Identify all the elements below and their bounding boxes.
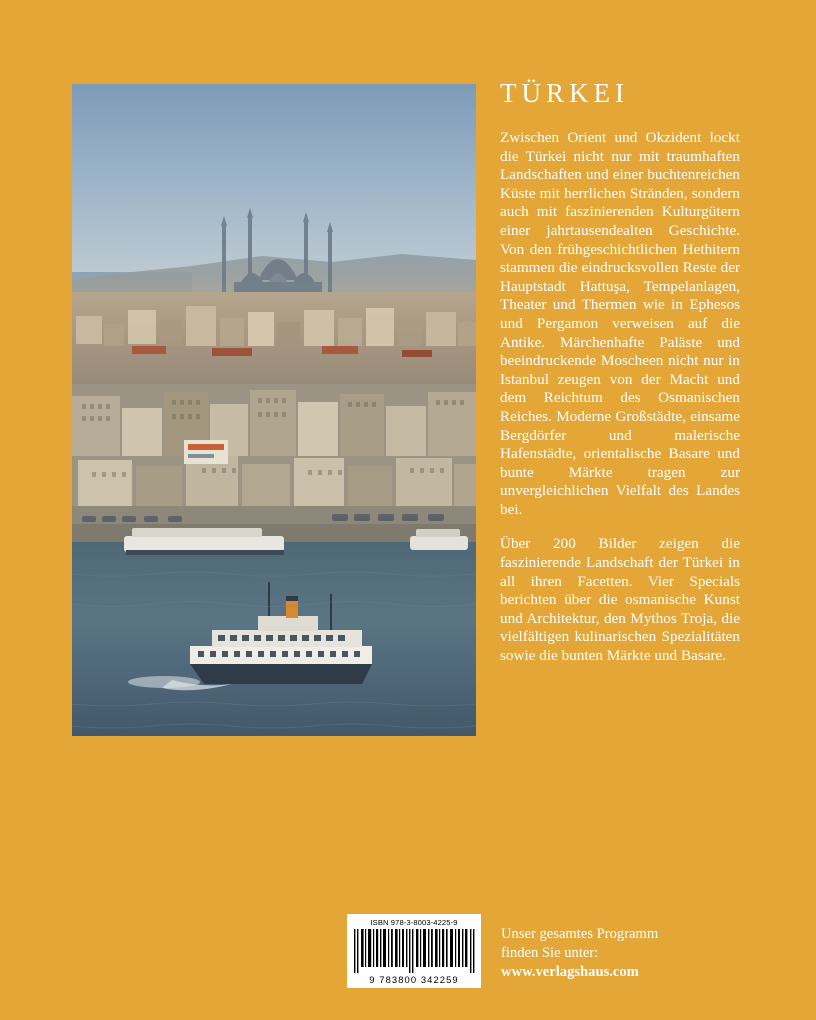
publisher-line-1: Unser gesamtes Programm — [501, 926, 659, 942]
blurb-paragraph-2: Über 200 Bilder zeigen die faszinierende Landschaft der Türkei in all ihren Facetten. Vier Specials berichten über die osmanische Kunst und Architektur, den Mythos Troja, die vielfältigen kulinarischen Spezialitäten sowie die bunten Märkte und Basare. — [500, 535, 740, 665]
blurb-column — [500, 80, 740, 666]
barcode-digits: 9 783800 342259 — [369, 974, 459, 985]
publisher-line-2: finden Sie unter: — [501, 944, 599, 961]
barcode-block — [347, 914, 481, 988]
barcode-icon — [352, 929, 476, 973]
isbn-label: ISBN 978-3-8003-4225-9 — [370, 918, 458, 927]
cover-photo — [72, 84, 476, 736]
blurb-paragraph-1: Zwischen Orient und Okzident lockt die Türkei nicht nur mit traumhaften Landschaften und einer buchtenreichen Küste mit herrlichen Stränden, sondern auch mit faszinierenden Kulturgütern einer jahrtausendealten Geschichte. Von den frühgeschichtlichen Hethitern stammen die eindrucksvollen Reste der Hauptstadt Hattuşa, Tempelanlagen, Theater und Thermen wie in Ephesos und Pergamon verweisen auf die Antike. Märchenhafte Paläste und beeindruckende Moscheen nicht nur in Istanbul zeugen von der Macht und dem Reichtum des Osmanischen Reiches. Moderne Großstädte, einsame Bergdörfer und malerische Hafenstädte, orientalische Basare und bunte Märkte tragen zur unvergleichlichen Vielfalt des Landes bei. — [500, 129, 740, 518]
publisher-info — [501, 925, 751, 982]
publisher-url[interactable]: www.verlagshaus.com — [501, 964, 639, 980]
page-title: TÜRKEI — [500, 78, 629, 108]
istanbul-bosphorus-panorama-photo — [72, 84, 476, 736]
